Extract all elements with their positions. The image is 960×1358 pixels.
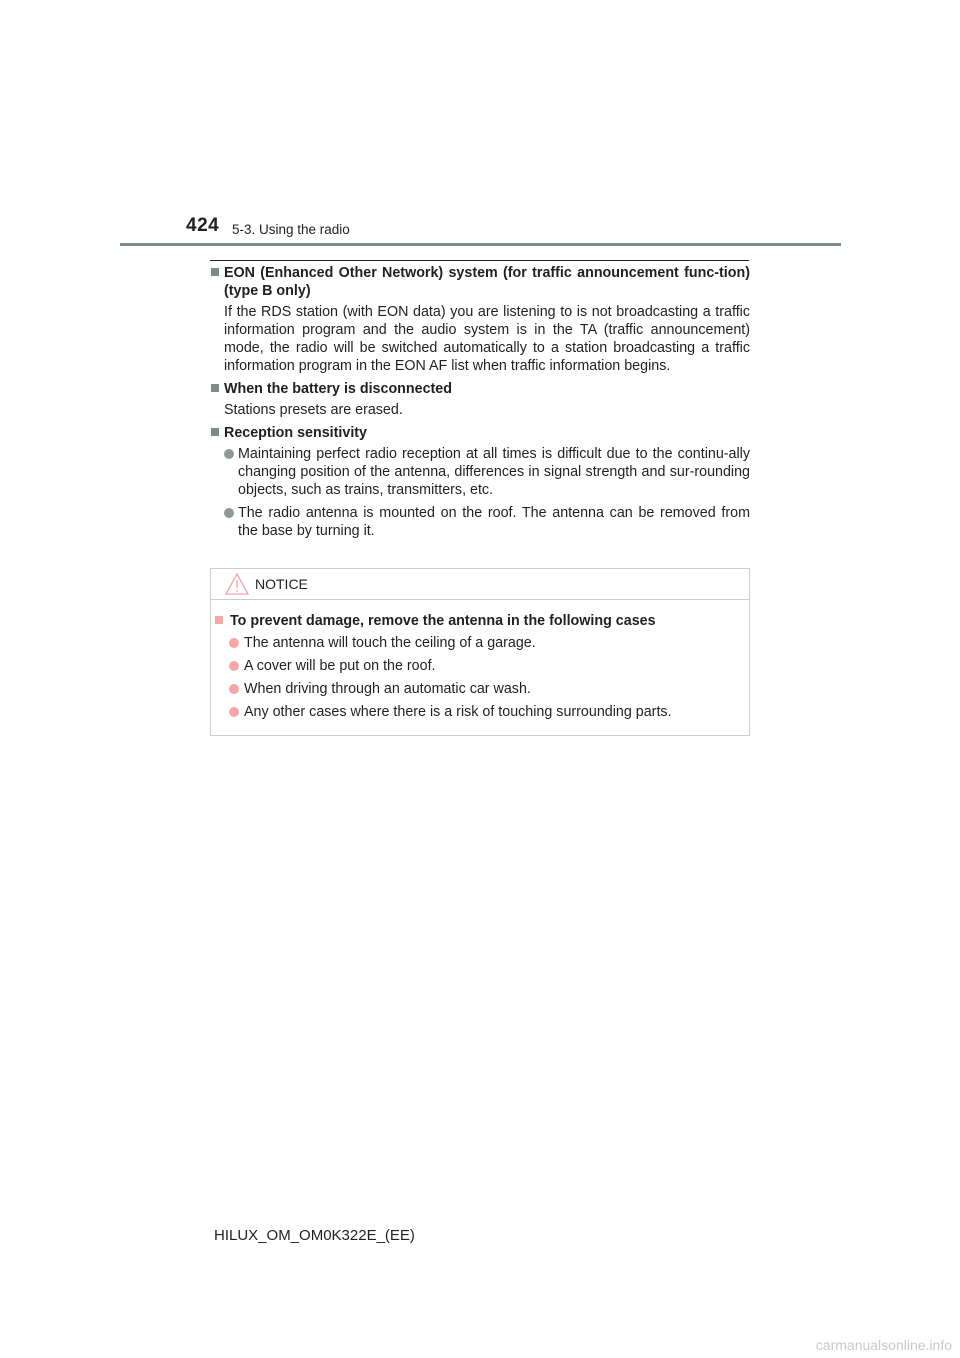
item-heading-text: Reception sensitivity (224, 425, 368, 441)
item-heading (210, 380, 750, 398)
circle-bullet-icon (224, 508, 234, 518)
item-body: If the RDS station (with EON data) you are listening to is not broadcasting a traffic information program and the audio system is in the TA (traffic announcement) mode, the radio will be switched automatically to a station broadcasting a traffic information program in the EON AF list when traffic information begins. (224, 304, 750, 374)
square-bullet-icon (215, 616, 223, 624)
content-top-rule (210, 260, 749, 261)
watermark: carmanualsonline.info (815, 1337, 952, 1353)
notice-title: NOTICE (255, 576, 308, 592)
item-heading (210, 424, 750, 442)
circle-bullet-icon (229, 638, 239, 648)
notice-sub-item-text: When driving through an automatic car wash. (244, 681, 531, 697)
circle-bullet-icon (229, 707, 239, 717)
sub-item (210, 504, 750, 540)
sub-item-text: The radio antenna is mounted on the roof. The antenna can be removed from the base by turning it. (238, 505, 750, 539)
item-heading (210, 264, 750, 300)
notice-heading-text: To prevent damage, remove the antenna in the following cases (230, 613, 656, 629)
circle-bullet-icon (229, 661, 239, 671)
notice-header (211, 569, 749, 600)
notice-sub-item-text: A cover will be put on the roof. (244, 658, 436, 674)
item-heading-text: EON (Enhanced Other Network) system (for traffic announcement func-tion) (type B only) (224, 265, 750, 299)
notice-sub-item-text: Any other cases where there is a risk of touching surrounding parts. (244, 704, 672, 720)
circle-bullet-icon (224, 449, 234, 459)
square-bullet-icon (211, 384, 219, 392)
square-bullet-icon (211, 428, 219, 436)
item-eon-system (210, 264, 750, 375)
section-title: 5-3. Using the radio (232, 222, 350, 237)
notice-sub-item (211, 657, 749, 675)
warning-triangle-icon (224, 572, 250, 596)
notice-sub-item (211, 634, 749, 652)
content (210, 264, 750, 545)
notice-heading (211, 612, 749, 630)
notice-box (210, 568, 750, 736)
footer-doc-code: HILUX_OM_OM0K322E_(EE) (214, 1227, 415, 1244)
square-bullet-icon (211, 268, 219, 276)
header-rule (120, 243, 841, 246)
sub-item-text: Maintaining perfect radio reception at all times is difficult due to the continu-ally changing position of the antenna, differences in signal strength and sur-rounding objects, such as trains, transmitters, etc. (238, 446, 750, 498)
sub-item (210, 445, 750, 499)
notice-body (211, 600, 749, 721)
circle-bullet-icon (229, 684, 239, 694)
notice-sub-item-text: The antenna will touch the ceiling of a garage. (244, 635, 536, 651)
notice-sub-item (211, 680, 749, 698)
item-body: Stations presets are erased. (224, 402, 403, 418)
notice-sub-item (211, 703, 749, 721)
item-battery-disconnected (210, 380, 750, 419)
item-heading-text: When the battery is disconnected (224, 381, 452, 397)
item-reception-sensitivity (210, 424, 750, 540)
page-number: 424 (186, 215, 220, 236)
